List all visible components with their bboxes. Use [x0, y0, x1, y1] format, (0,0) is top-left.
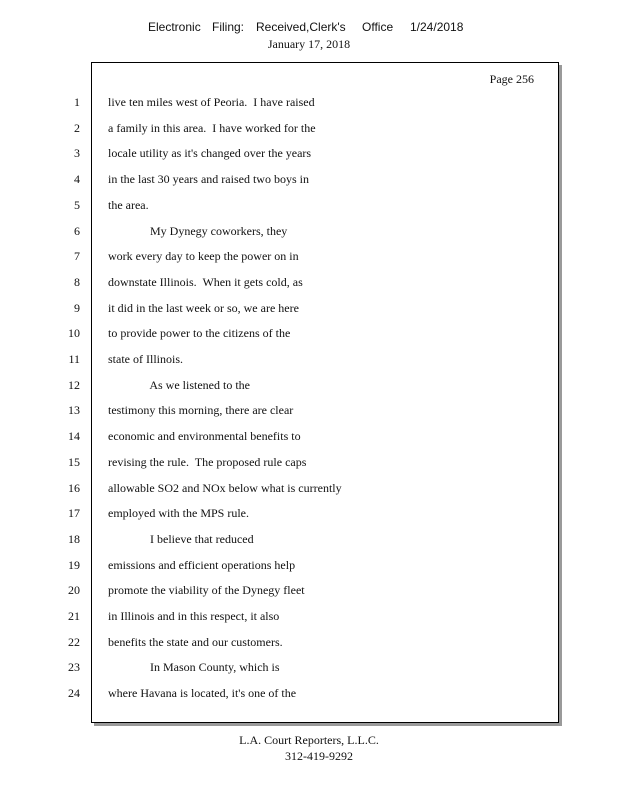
line-text: work every day to keep the power on in: [108, 249, 299, 264]
line-number: 11: [68, 352, 80, 366]
stamp-filing: Filing:: [212, 20, 245, 34]
line-number: 18: [68, 531, 80, 546]
line-text: it did in the last week or so, we are here: [108, 300, 299, 315]
line-number: 12: [68, 377, 80, 392]
line-text: testimony this morning, there are clear: [108, 403, 294, 418]
line-number: 1: [74, 95, 80, 109]
line-text: a family in this area. I have worked for the: [108, 120, 316, 135]
line-text: benefits the state and our customers.: [108, 634, 283, 649]
line-text: where Havana is located, it's one of the: [108, 686, 297, 701]
line-number: 22: [68, 634, 80, 649]
footer-phone: 312-419-9292: [285, 749, 353, 763]
line-number: 24: [68, 686, 80, 701]
line-number: 6: [74, 223, 80, 238]
line-number: 13: [68, 403, 80, 418]
line-number: 5: [74, 197, 80, 212]
page-number: Page 256: [489, 72, 534, 86]
line-text: As we listened to the: [108, 377, 250, 392]
line-number: 16: [68, 480, 80, 495]
stamp-office: Office: [362, 20, 394, 34]
line-number: 7: [74, 249, 80, 264]
line-text: promote the viability of the Dynegy fleet: [108, 583, 305, 598]
line-text: live ten miles west of Peoria. I have raised: [108, 95, 315, 109]
electronic-filing-stamp: [148, 20, 463, 34]
line-text: downstate Illinois. When it gets cold, as: [108, 274, 303, 289]
line-text: economic and environmental benefits to: [108, 429, 301, 444]
line-number: 3: [74, 146, 80, 161]
line-text: in the last 30 years and raised two boys in: [108, 172, 309, 187]
line-text: state of Illinois.: [108, 352, 183, 366]
line-text: employed with the MPS rule.: [108, 506, 249, 521]
line-text: locale utility as it's changed over the years: [108, 146, 312, 161]
line-number: 9: [74, 300, 80, 315]
line-text: I believe that reduced: [108, 531, 254, 546]
line-number: 21: [68, 609, 80, 623]
line-number: 4: [74, 172, 80, 187]
footer-company: L.A. Court Reporters, L.L.C.: [239, 733, 379, 747]
line-text: to provide power to the citizens of the: [108, 326, 291, 341]
line-text: In Mason County, which is: [108, 660, 280, 675]
line-number: 15: [68, 454, 80, 469]
line-number: 19: [68, 557, 80, 572]
line-number: 8: [74, 274, 80, 289]
stamp-received: Received,Clerk's: [256, 20, 346, 34]
line-text: emissions and efficient operations help: [108, 557, 296, 572]
line-text: revising the rule. The proposed rule caps: [108, 454, 307, 469]
line-text: in Illinois and in this respect, it also: [108, 609, 280, 623]
filed-date: January 17, 2018: [267, 37, 351, 51]
line-text: the area.: [108, 197, 149, 212]
line-number: 14: [68, 429, 80, 444]
stamp-electronic: Electronic: [148, 20, 201, 34]
line-number: 23: [68, 660, 80, 675]
line-text: allowable SO2 and NOx below what is currently: [108, 480, 342, 495]
line-number: 10: [68, 326, 80, 341]
line-number: 17: [68, 506, 80, 521]
stamp-date: 1/24/2018: [410, 20, 464, 34]
line-text: My Dynegy coworkers, they: [108, 223, 288, 238]
line-number: 20: [68, 583, 80, 598]
line-number: 2: [74, 120, 80, 135]
